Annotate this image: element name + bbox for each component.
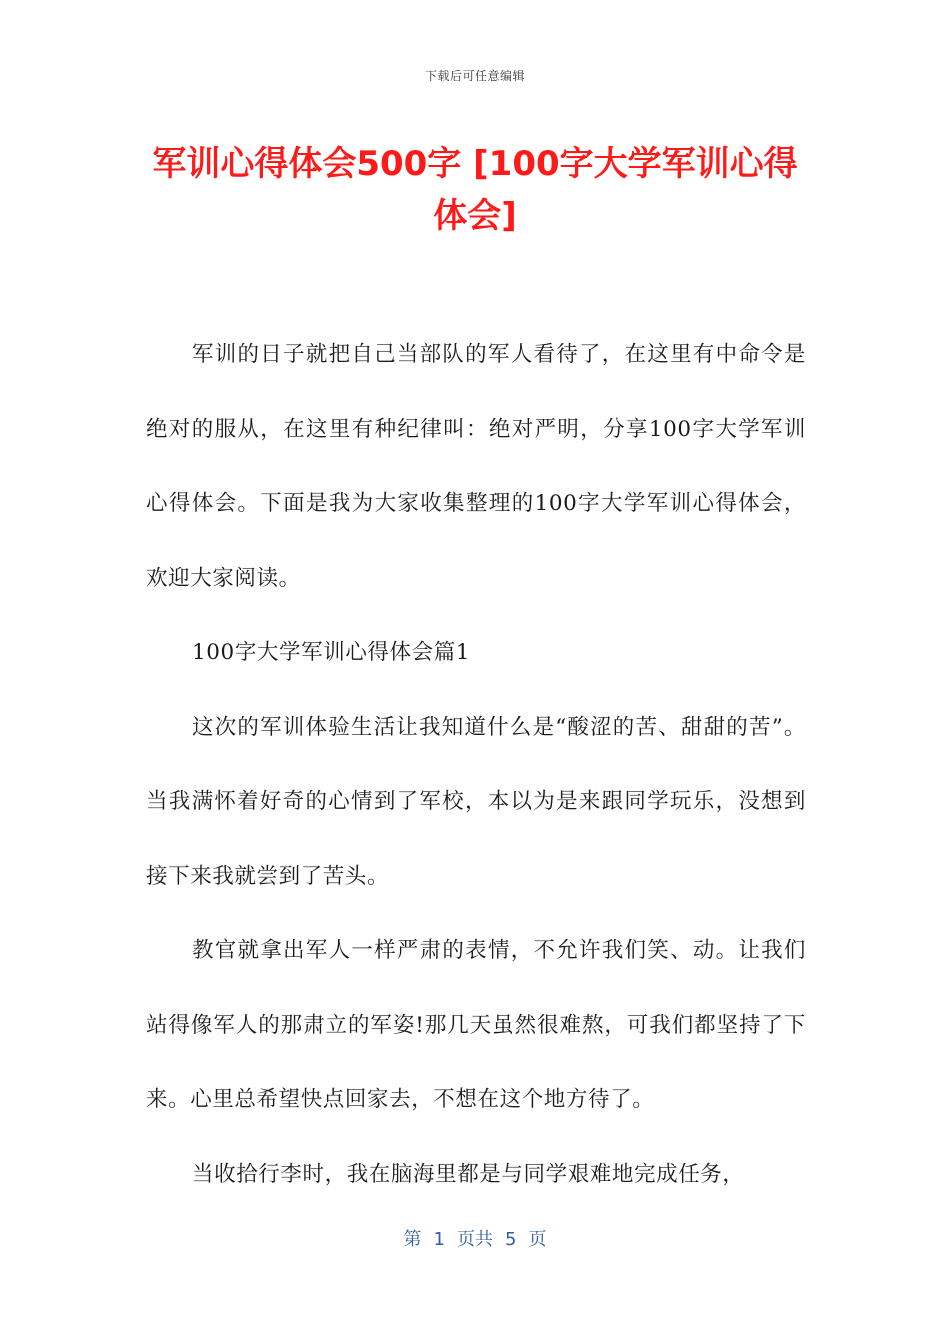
paragraph: 教官就拿出军人一样严肃的表情，不允许我们笑、动。让我们站得像军人的那肃立的军姿!那几天虽然很难熬，可我们都坚持了下来。心里总希望快点回家去，不想在这个地方待了。 [146,938,806,1112]
total-pages-number: 5 [505,1229,517,1250]
current-page-number: 1 [433,1229,445,1250]
document-body [146,318,806,1212]
page-label-prefix: 第 [403,1229,422,1250]
paragraph-intro: 军训的日子就把自己当部队的军人看待了，在这里有中命令是绝对的服从，在这里有种纪律叫：绝对严明，分享100字大学军训心得体会。下面是我为大家收集整理的100字大学军训心得体会，欢迎大家阅读。 [146,342,806,591]
paragraph: 当收拾行李时，我在脑海里都是与同学艰难地完成任务， [192,1161,745,1187]
paragraph: 这次的军训体验生活让我知道什么是“酸涩的苦、甜甜的苦”。当我满怀着好奇的心情到了军校，本以为是来跟同学玩乐，没想到接下来我就尝到了苦头。 [146,714,806,889]
page-footer [0,1225,950,1251]
section-heading: 100字大学军训心得体会篇1 [192,640,471,665]
document-title: 军训心得体会500字 [100字大学军训心得体会] [152,144,798,236]
page-label-suffix: 页 [528,1229,547,1250]
page-label-mid: 页共 [457,1229,493,1250]
header-note: 下载后可任意编辑 [424,69,525,83]
